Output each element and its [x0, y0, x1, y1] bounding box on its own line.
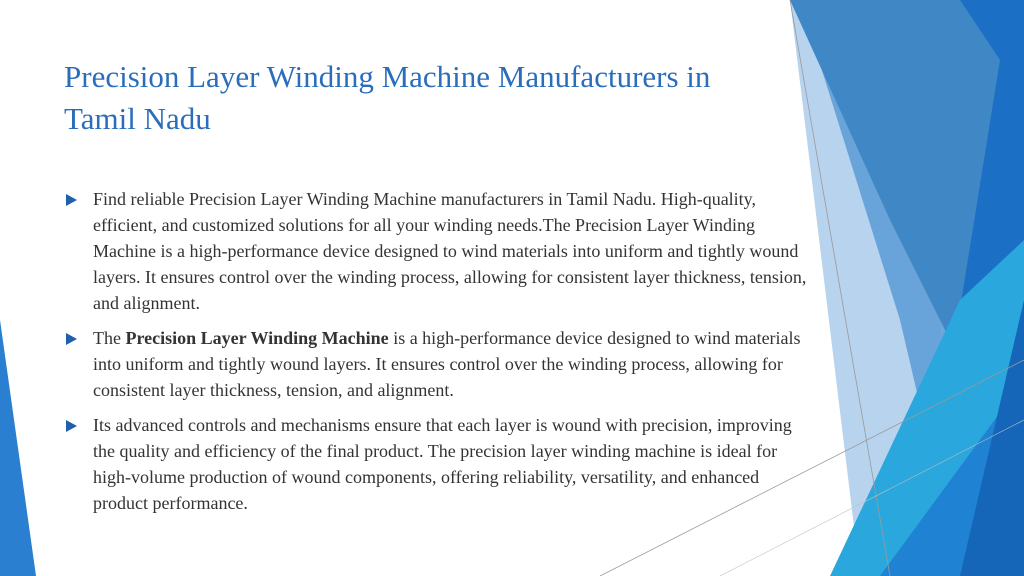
bullet-text-emphasis: Precision Layer Winding Machine	[125, 328, 389, 348]
bullet-item-2	[64, 325, 816, 403]
bullet-item-3	[64, 412, 816, 516]
bullet-text-suffix: is a high-performance device designed to wind materials into uniform and tightly wound layers. It ensures control over the winding process, allowing for consistent layer thickness, tension, and alignment.	[93, 328, 801, 400]
bullet-list	[64, 186, 816, 525]
bullet-item-1	[64, 186, 816, 316]
bullet-text: Its advanced controls and mechanisms ensure that each layer is wound with precision, improving the quality and efficiency of the final product. The precision layer winding machine is ideal for high-volume production of wound components, offering reliability, versatility, and enhanced product performance.	[93, 415, 792, 513]
left-edge-stripe	[0, 320, 36, 576]
triangle-bullet-icon	[66, 333, 77, 345]
slide-title: Precision Layer Winding Machine Manufacturers in Tamil Nadu	[64, 59, 711, 136]
bullet-text-prefix: The	[93, 328, 126, 348]
triangle-bullet-icon	[66, 194, 77, 206]
bullet-text: Find reliable Precision Layer Winding Machine manufacturers in Tamil Nadu. High-quality, efficient, and customized solutions for all your winding needs.The Precision Layer Winding Machine is a high-performance device designed to wind materials into uniform and tightly wound layers. It ensures control over the winding process, allowing for consistent layer thickness, tension, and alignment.	[93, 189, 807, 313]
triangle-bullet-icon	[66, 420, 77, 432]
